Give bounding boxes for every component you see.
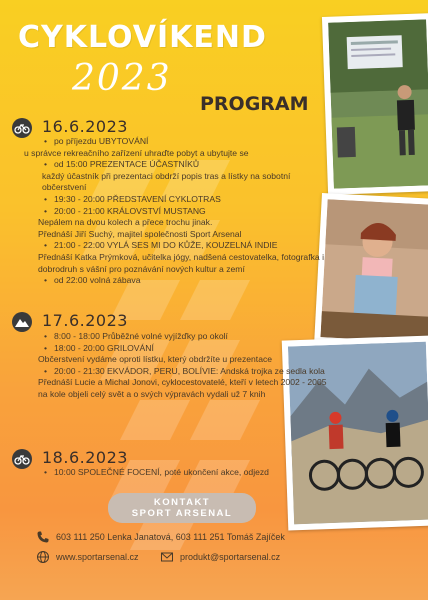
program-note: Přednáší Lucie a Michal Jonovi, cyklocestovatelé, kteří v letech 2002 - 2005 na kole objeli celý svět a o svých výpravách vydali už 7 knih bbox=[38, 377, 327, 399]
day-1-date: 16.6.2023 bbox=[42, 117, 128, 136]
program-item: • 21:00 - 22:00 VYLÁ SES MI DO KŮŽE, KOUZELNÁ INDIE bbox=[38, 240, 328, 252]
event-year: 2023 bbox=[72, 58, 172, 99]
program-item: • 20:00 - 21:00 KRÁLOVSTVÍ MUSTANG bbox=[38, 206, 328, 218]
program-note: Nepálem na dvou kolech a přece trochu jinak. bbox=[38, 217, 213, 228]
photo-presentation bbox=[322, 13, 428, 195]
phone-contacts bbox=[36, 530, 285, 544]
program-note: každý účastník při prezentaci obdrží popis tras a lístky na sobotní občerstvení bbox=[42, 170, 291, 193]
globe-icon bbox=[36, 550, 50, 564]
program-item: • 8:00 - 18:00 Průběžné volné vyjížďky po okolí bbox=[38, 331, 328, 343]
program-note: Přednáší Jiří Suchý, majitel společnosti Sport Arsenal bbox=[38, 228, 242, 239]
program-note: Občerstvení vydáme oproti lístku, který obdržíte u prezentace bbox=[38, 354, 273, 365]
email-contact bbox=[160, 550, 280, 564]
program-note: u správce rekreačního zařízení uhraďte pobyt a ubytujte se bbox=[24, 147, 249, 158]
program-item: • od 22:00 volná zábava bbox=[38, 275, 328, 287]
program-item: • od 15:00 PREZENTACE ÚČASTNÍKŮ bbox=[38, 159, 328, 171]
contact-company: SPORT ARSENAL bbox=[131, 508, 233, 519]
mountain-icon bbox=[12, 312, 32, 332]
day-1-program bbox=[24, 136, 328, 287]
program-item: • 20:00 - 21:30 EKVÁDOR, PERU, BOLÍVIE: Andská trojka ze sedla kola bbox=[38, 366, 328, 378]
program-heading: PROGRAM bbox=[200, 93, 309, 115]
program-item: • 10:00 SPOLEČNÉ FOCENÍ, poté ukončení akce, odjezd bbox=[38, 467, 278, 479]
program-note: Přednáší Katka Prýmková, učitelka jógy, nadšená cestovatelka, fotografka i dobrodruh s vášní pro poznávání nových kultur a zemí bbox=[38, 251, 324, 274]
website-link[interactable]: www.sportarsenal.cz bbox=[56, 552, 139, 562]
program-item: • 18:00 - 20:00 GRILOVÁNÍ bbox=[38, 343, 328, 355]
mail-icon bbox=[160, 550, 174, 564]
day-2-date: 17.6.2023 bbox=[42, 311, 128, 330]
photo-speaker bbox=[314, 193, 428, 349]
event-title: CYKLOVÍKEND bbox=[18, 20, 267, 55]
contact-heading: KONTAKT bbox=[153, 497, 211, 508]
program-item: • 19:30 - 20:00 PŘEDSTAVENÍ CYKLOTRAS bbox=[38, 194, 328, 206]
bicycle-icon bbox=[12, 118, 32, 138]
day-3-date: 18.6.2023 bbox=[42, 448, 128, 467]
bicycle-icon bbox=[12, 449, 32, 469]
website-contact bbox=[36, 550, 139, 564]
day-2-program bbox=[38, 331, 328, 401]
contact-badge bbox=[108, 493, 256, 523]
phone-numbers[interactable]: 603 111 250 Lenka Janatová, 603 111 251 Tomáš Zajíček bbox=[56, 532, 285, 542]
program-item: • po příjezdu UBYTOVÁNÍ bbox=[38, 136, 328, 148]
phone-icon bbox=[36, 530, 50, 544]
email-link[interactable]: produkt@sportarsenal.cz bbox=[180, 552, 281, 562]
day-3-program bbox=[38, 467, 278, 479]
